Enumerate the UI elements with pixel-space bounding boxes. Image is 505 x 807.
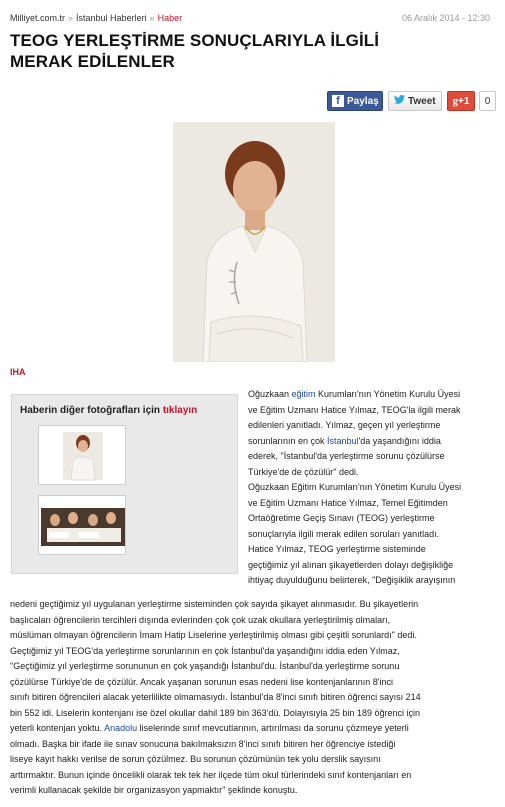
breadcrumb-istanbul-link[interactable]: İstanbul Haberleri (76, 13, 147, 23)
facebook-icon: f (332, 95, 344, 107)
article-line: liseye kayıt hakkı verilse de sorun çözülmez. Bu sorunun çözümünün tek yolu derslik sayısını (10, 754, 381, 764)
twitter-bird-icon (394, 95, 405, 107)
tweet-button[interactable] (388, 91, 442, 111)
article-body-narrow (248, 387, 498, 589)
article-line: Türkiye'de de çözülür" dedi. (248, 466, 359, 477)
article-line: Oğuzkaan eğitim Kurumları'nın Yönetim Kurulu Üyesi (248, 389, 461, 399)
gallery-title-text: Haberin diğer fotoğrafları için (20, 405, 161, 416)
article-line: edilenleri yanıtladı. Yılmaz, geçen yıl yerleştirme (248, 420, 441, 430)
facebook-share-label: Paylaş (347, 95, 379, 107)
google-plus-label: +1 (458, 95, 470, 107)
gallery-link[interactable]: tıklayın (162, 405, 198, 416)
article-line: Oğuzkaan Eğitim Kurumları'nın Yönetim Kurulu Üyesi (248, 482, 462, 492)
gallery-title (20, 405, 197, 416)
title-line: MERAK EDİLENLER (10, 52, 175, 71)
breadcrumb-home-link[interactable]: Milliyet.com.tr (10, 13, 66, 23)
article-line: çözülürse Türkiye'de de çözülür. Ancak yaşanan sorunun esas nedeni lise kontenjanlarının 8'inci (10, 676, 394, 687)
article-line: bin 552 idi. Liselerin kontenjanı ise özel okullar dahil 189 bin 363'dü. Dolayısıyla 25 bin 189 öğrenci için (10, 707, 420, 718)
article-line: sınıfı bitiren öğrencileri alacak yeterlilikte olmamasıydı. İstanbul'da 8'inci sınıfı bitiren öğrenci sayısı 214 (10, 692, 421, 702)
google-plus-icon: g (452, 95, 459, 107)
article-line: Hatice Yılmaz, TEOG yerleştirme sisteminde (248, 544, 426, 554)
article-line: başlıcaları öğrencilerin tercihleri dışında evlerinden çok çok uzak okullara yerleştirilmiş olmaları, (10, 614, 391, 625)
inline-link[interactable]: İstanbul (327, 435, 359, 446)
facebook-share-button[interactable] (327, 91, 383, 111)
article-line: olmadı. Başka bir ifade ile sınav sonucuna bakılmaksızın 8'inci sınıfı bitiren her öğrenciye istediği (10, 738, 396, 749)
breadcrumb-haber-link[interactable]: Haber (157, 13, 183, 23)
article-line: yeterli kontenjan yoktu. Anadolu liselerinde sınıf mevcutlarının, artırılması da sorunu çözmeye yeterli (10, 723, 409, 733)
article-body-wide (10, 597, 500, 799)
publish-date: 06 Aralık 2014 - 12:30 (401, 13, 490, 23)
article-line: sorunlarının en çok İstanbul'da yaşandığını iddia (248, 435, 441, 446)
article-line: Geçtiğimiz yıl TEOG'da yerleştirme sorunlarının en çok İstanbul'da yaşandığını iddia eden Yılmaz, (10, 645, 400, 656)
breadcrumb-separator: » (68, 13, 74, 23)
article-photo[interactable] (173, 122, 335, 362)
article-line: Ortaöğretime Geçiş Sınavı (TEOG) yerleştirme (248, 513, 435, 523)
article-line: ederek, "İstanbul'da yerleştirme sorunu çözülürse (248, 451, 445, 461)
article-title (10, 30, 450, 72)
article-line: müslüman olmayan öğrencilerin İmam Hatip Liselerine yerleştirilmiş olması gibi çeşitli sorunlardı" dedi. (10, 630, 417, 640)
google-plus-count: 0 (479, 91, 496, 111)
inline-link[interactable]: eğitim (291, 389, 316, 399)
inline-link[interactable]: Anadolu (104, 723, 138, 733)
tweet-label: Tweet (408, 95, 436, 107)
article-line: "Geçtiğimiz yıl yerleştirme sorununun en çok yaşandığı İstanbul'du. İstanbul'da yerleştirme sorunu (10, 661, 400, 671)
breadcrumb (10, 13, 182, 23)
title-line: TEOG YERLEŞTİRME SONUÇLARIYLA İLGİLİ (10, 31, 380, 50)
article-line: sonuçlarıyla ilgili merak edilen soruları yanıtladı. (248, 528, 440, 539)
news-source: IHA (10, 367, 26, 377)
article-line: arttırmaktır. Bunun içinde öncelikli olarak tek tek her ilçede tüm okul türlerindeki sınıf kontenjanları en (10, 769, 412, 780)
google-plus-button[interactable] (447, 91, 475, 111)
breadcrumb-separator: » (149, 13, 155, 23)
article-line: ihtiyaç duyulduğunu belirterek, "Değişiklik arayışının (248, 575, 456, 585)
article-line: ve Eğitim Uzmanı Hatice Yılmaz, TEOG'la ilgili merak (248, 404, 461, 415)
article-line: ve Eğitim Uzmanı Hatice Yılmaz, Temel Eğitimden (248, 497, 448, 508)
article-line: geçtiğimiz yıl alınan şikayetlerden dolayı değişikliğe (248, 559, 454, 570)
article-line: verimli kullanacak şekilde bir organizasyon yapmaktır" şeklinde konuştu. (10, 785, 298, 795)
article-line: nedeni geçtiğimiz yıl uygulanan yerleştirme sisteminden çok sayıda şikayet alınmasıdır. Bu şikayetlerin (10, 599, 419, 609)
gallery-thumbnail[interactable] (38, 495, 126, 555)
gallery-thumbnail[interactable] (38, 425, 126, 485)
